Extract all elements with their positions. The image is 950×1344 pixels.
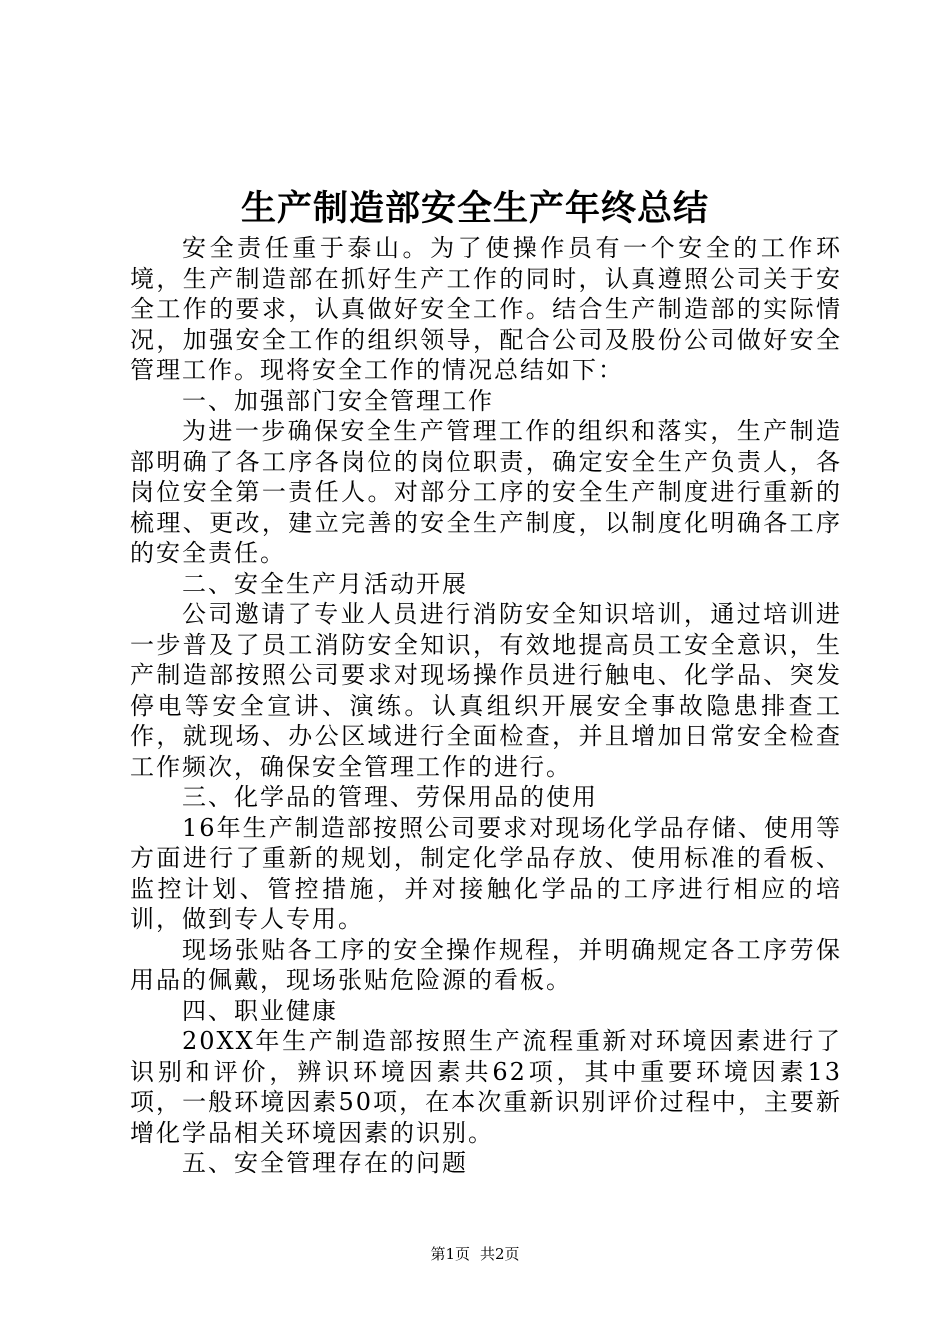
page-title: 生产制造部安全生产年终总结 bbox=[240, 188, 709, 229]
page-number: 第1页 bbox=[430, 1245, 470, 1263]
section-2-paragraph: 公司邀请了专业人员进行消防安全知识培训，通过培训进一步普及了员工消防安全知识，有效地提高员工安全意识，生产制造部按照公司要求对现场操作员进行触电、化学品、突发停电等安全宣讲、演练。认真组织开展安全事故隐患排查工作，就现场、办公区域进行全面检查，并且增加日常安全检查工作频次，确保安全管理工作的进行。 bbox=[130, 600, 842, 781]
section-4-paragraph: 20XX年生产制造部按照生产流程重新对环境因素进行了识别和评价，辨识环境因素共62项，其中重要环境因素13项，一般环境因素50项，在本次重新识别评价过程中，主要新增化学品相关环境因素的识别。 bbox=[130, 1027, 842, 1147]
page-total: 共2页 bbox=[480, 1245, 520, 1263]
intro-paragraph: 安全责任重于泰山。为了使操作员有一个安全的工作环境，生产制造部在抓好生产工作的同时，认真遵照公司关于安全工作的要求，认真做好安全工作。结合生产制造部的实际情况，加强安全工作的组织领导，配合公司及股份公司做好安全管理工作。现将安全工作的情况总结如下： bbox=[130, 234, 842, 384]
page-footer bbox=[0, 1243, 950, 1265]
section-heading-2: 二、安全生产月活动开展 bbox=[182, 569, 468, 598]
section-3-paragraph-1: 16年生产制造部按照公司要求对现场化学品存储、使用等方面进行了重新的规划，制定化学品存放、使用标准的看板、监控计划、管控措施，并对接触化学品的工序进行相应的培训，做到专人专用。 bbox=[130, 813, 842, 933]
section-3-paragraph-2: 现场张贴各工序的安全操作规程，并明确规定各工序劳保用品的佩戴，现场张贴危险源的看板。 bbox=[130, 935, 842, 994]
section-1-paragraph: 为进一步确保安全生产管理工作的组织和落实，生产制造部明确了各工序各岗位的岗位职责，确定安全生产负责人，各岗位安全第一责任人。对部分工序的安全生产制度进行重新的梳理、更改，建立完善的安全生产制度，以制度化明确各工序的安全责任。 bbox=[130, 417, 842, 567]
document-body bbox=[130, 233, 842, 1179]
section-heading-1: 一、加强部门安全管理工作 bbox=[182, 386, 494, 415]
section-heading-3: 三、化学品的管理、劳保用品的使用 bbox=[182, 783, 598, 811]
section-heading-4: 四、职业健康 bbox=[182, 996, 338, 1025]
section-heading-5: 五、安全管理存在的问题 bbox=[182, 1149, 468, 1177]
